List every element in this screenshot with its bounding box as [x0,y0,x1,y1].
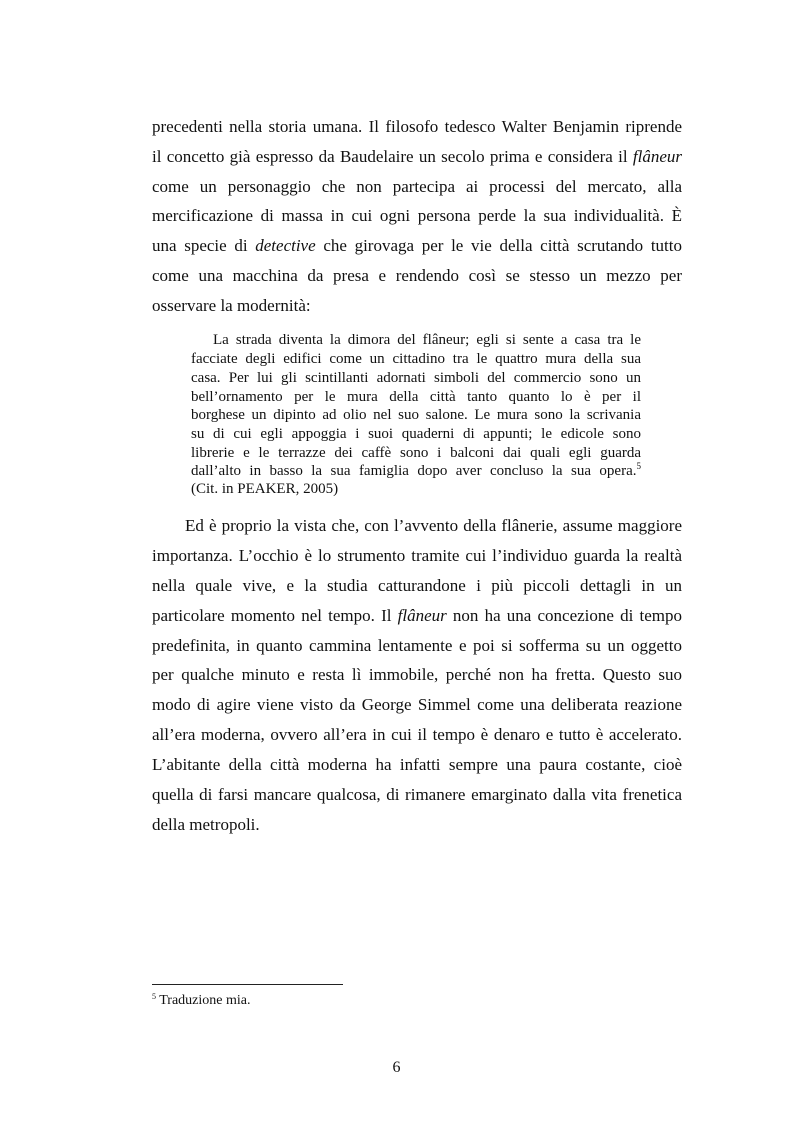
italic-term: detective [255,236,316,255]
body-line: della metropoli. [152,815,260,834]
body-line: Ed è proprio la vista che, con l’avvento della flânerie, assume maggiore [185,516,682,535]
quote-line: borghese un dipinto ad olio nel suo salone. Le mura sono la scrivania [191,407,641,423]
body-line: per qualche minuto e resta lì immobile, perché non ha fretta. Questo suo [152,665,682,684]
footnote-marker: 5 [152,992,156,1001]
body-line: come una macchina da presa e rendendo così se stesso un mezzo per [152,266,682,285]
body-line: una specie di detective che girovaga per le vie della città scrutando tutto [152,236,682,255]
italic-term: flâneur [397,606,447,625]
quote-line: casa. Per lui gli scintillanti adornati simboli del commercio sono un [191,370,641,386]
footnote-separator [152,984,343,985]
body-line: modo di agire viene visto da George Simmel come una deliberata reazione [152,695,682,714]
body-line: come un personaggio che non partecipa ai processi del mercato, alla [152,177,682,196]
body-line: il concetto già espresso da Baudelaire un secolo prima e considera il flâneur [152,147,682,166]
quote-line: librerie e le terrazze dei caffè sono i balconi dai quali egli guarda [191,445,641,461]
body-line: precedenti nella storia umana. Il filosofo tedesco Walter Benjamin riprende [152,117,682,136]
page-number: 6 [392,1059,401,1076]
body-line: predefinita, in quanto cammina lentamente e poi si sofferma su un oggetto [152,636,682,655]
footnote [152,992,251,1010]
quote-line: bell’ornamento per le mura della città tanto quanto lo è per il [191,389,641,405]
body-line: quella di farsi mancare qualcosa, di rimanere emarginato dalla vita frenetica [152,785,682,804]
italic-term: flâneur [632,147,682,166]
body-line: all’era moderna, ovvero all’era in cui il tempo è denaro e tutto è accelerato. [152,725,682,744]
quote-line: dall’alto in basso la sua famiglia dopo aver concluso la sua opera.$^5$ [191,461,641,479]
body-line: osservare la modernità: [152,296,311,315]
quote-line: facciate degli edifici come un cittadino tra le quattro mura della sua [191,351,641,367]
body-line: particolare momento nel tempo. Il flâneur non ha una concezione di tempo [152,606,682,625]
body-line: importanza. L’occhio è lo strumento tramite cui l’individuo guarda la realtà [152,546,682,565]
quote-line: su di cui egli appoggia i suoi quaderni di appunti; le edicole sono [191,426,641,442]
footnote-reference[interactable]: 5 [636,461,641,471]
body-line: nella quale vive, e la studia catturandone i più piccoli dettagli in un [152,576,682,595]
body-line: mercificazione di massa in cui ogni persona perde la sua individualità. È [152,206,682,225]
body-line: L’abitante della città moderna ha infatti sempre una paura costante, cioè [152,755,682,774]
quote-line: La strada diventa la dimora del flâneur; egli si sente a casa tra le [213,332,641,348]
quote-citation: (Cit. in PEAKER, 2005) [191,481,339,497]
footnote-text: Traduzione mia. [156,993,251,1008]
